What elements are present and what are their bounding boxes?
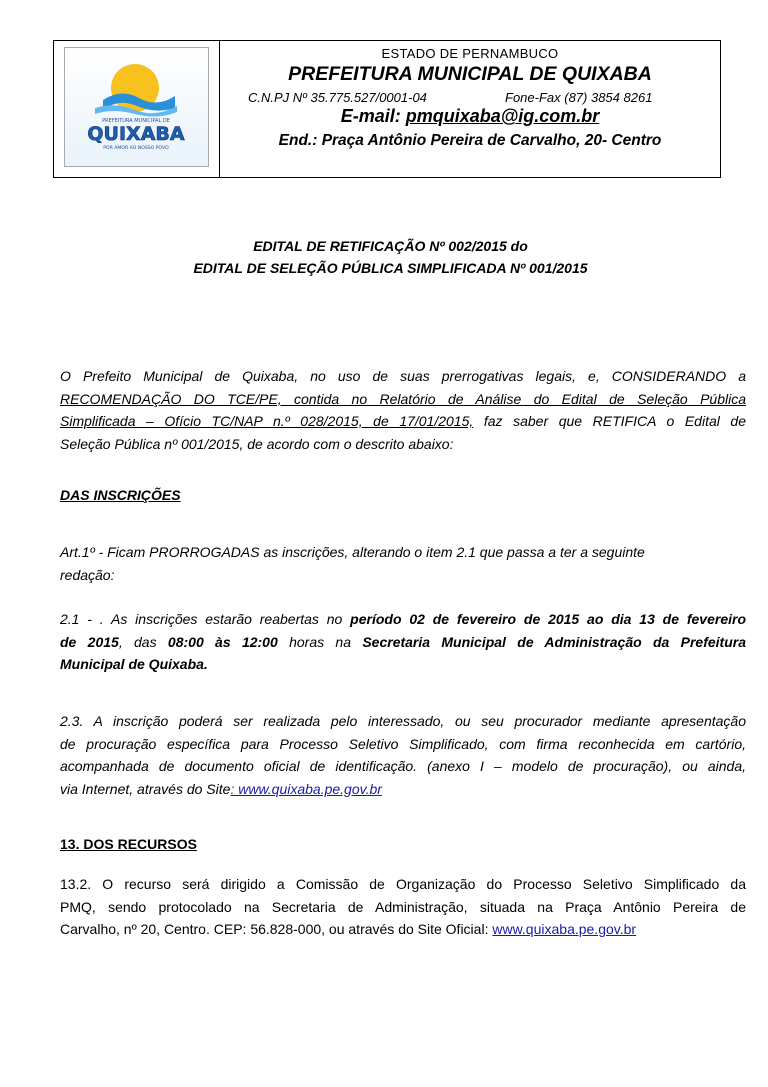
document-title-line1: EDITAL DE RETIFICAÇÃO Nº 002/2015 do xyxy=(253,238,528,254)
item-2-3-line: de procuração específica para Processo Seletivo Simplificado, com firma reconhecida em cartório, xyxy=(60,735,746,752)
document-title-line2: EDITAL DE SELEÇÃO PÚBLICA SIMPLIFICADA Nº 001/2015 xyxy=(193,260,588,276)
item-2-3-text: via Internet, através do Site xyxy=(60,780,231,797)
cnpj: C.N.PJ Nº 35.775.527/0001-04 xyxy=(248,90,427,105)
item-13-2-line: 13.2. O recurso será dirigido a Comissão de Organização do Processo Seletivo Simplificado da xyxy=(60,876,746,892)
intro-line: Seleção Pública nº 001/2015, de acordo com o descrito abaixo: xyxy=(60,435,454,452)
phone-fax: Fone-Fax (87) 3854 8261 xyxy=(505,90,653,105)
item-2-1-line xyxy=(60,631,746,654)
letterhead xyxy=(53,40,721,178)
item-2-3-line: acompanhada de documento oficial de identificação. (anexo I – modelo de procuração), ou ainda, xyxy=(60,758,746,774)
item-2-1-text: 2.1 - . As inscrições estarão reabertas no xyxy=(60,611,351,627)
municipality-name: PREFEITURA MUNICIPAL DE QUIXABA xyxy=(288,63,652,85)
logo-top-text: PREFEITURA MUNICIPAL DE xyxy=(102,118,170,124)
email-address[interactable]: pmquixaba@ig.com.br xyxy=(405,106,600,126)
art1-line: redação: xyxy=(60,566,115,583)
logo-name: QUIXABA xyxy=(87,123,185,145)
intro-text: faz saber que RETIFICA o Edital de xyxy=(473,413,746,429)
item-2-1-period: período 02 de fevereiro de 2015 ao dia 13 de fevereiro xyxy=(350,611,747,627)
section-heading-recursos: 13. DOS RECURSOS xyxy=(60,836,197,852)
intro-line: O Prefeito Municipal de Quixaba, no uso de suas prerrogativas legais, e, CONSIDERANDO a xyxy=(60,368,746,384)
official-site-link[interactable]: www.quixaba.pe.gov.br xyxy=(492,921,637,937)
item-2-1-line: Municipal de Quixaba. xyxy=(60,656,208,672)
intro-line: RECOMENDAÇÃO DO TCE/PE, contida no Relatório de Análise do Edital de Seleção Pública xyxy=(60,390,746,407)
art1-paragraph xyxy=(60,541,746,586)
section-heading-inscricoes: DAS INSCRIÇÕES xyxy=(60,487,181,503)
item-2-1-hours: 08:00 às 12:00 xyxy=(167,633,278,650)
letterhead-text xyxy=(220,41,720,177)
item-2-1-line xyxy=(60,608,746,631)
oficio-reference: Simplificada – Ofício TC/NAP n.º 028/2015, de 17/01/2015, xyxy=(60,413,474,429)
state-name: ESTADO DE PERNAMBUCO xyxy=(381,46,559,61)
item-13-2-line xyxy=(60,918,746,941)
intro-paragraph xyxy=(60,365,746,455)
item-2-1-text: horas na xyxy=(277,633,363,650)
art1-line: Art.1º - Ficam PRORROGADAS as inscrições, alterando o item 2.1 que passa a ter a seguinte xyxy=(60,544,645,560)
quixaba-logo xyxy=(64,47,209,167)
email-line xyxy=(220,106,720,127)
website-link[interactable]: : www.quixaba.pe.gov.br xyxy=(230,780,382,797)
logo-cell xyxy=(54,41,220,177)
item-2-1-location: Secretaria Municipal de Administração da Prefeitura xyxy=(362,633,746,650)
address: End.: Praça Antônio Pereira de Carvalho, 20- Centro xyxy=(278,132,662,149)
sun-wave-emblem xyxy=(65,48,208,166)
item-2-3-line: 2.3. A inscrição poderá ser realizada pelo interessado, ou seu procurador mediante apresentação xyxy=(60,713,746,729)
item-13-2-paragraph xyxy=(60,873,746,941)
item-2-1-year: de 2015 xyxy=(60,633,119,650)
item-2-3-line xyxy=(60,778,746,801)
logo-tagline: POR AMOR AO NOSSO POVO xyxy=(103,146,169,151)
item-13-2-text: Carvalho, nº 20, Centro. CEP: 56.828-000, ou através do Site Oficial: xyxy=(60,921,493,937)
item-2-1-paragraph xyxy=(60,608,746,676)
email-label: E-mail: xyxy=(340,106,406,126)
item-2-3-paragraph xyxy=(60,710,746,800)
item-13-2-line: PMQ, sendo protocolado na Secretaria de Administração, situada na Praça Antônio Pereira de xyxy=(60,898,746,915)
intro-line xyxy=(60,410,746,433)
item-2-1-text: , das xyxy=(118,633,168,650)
